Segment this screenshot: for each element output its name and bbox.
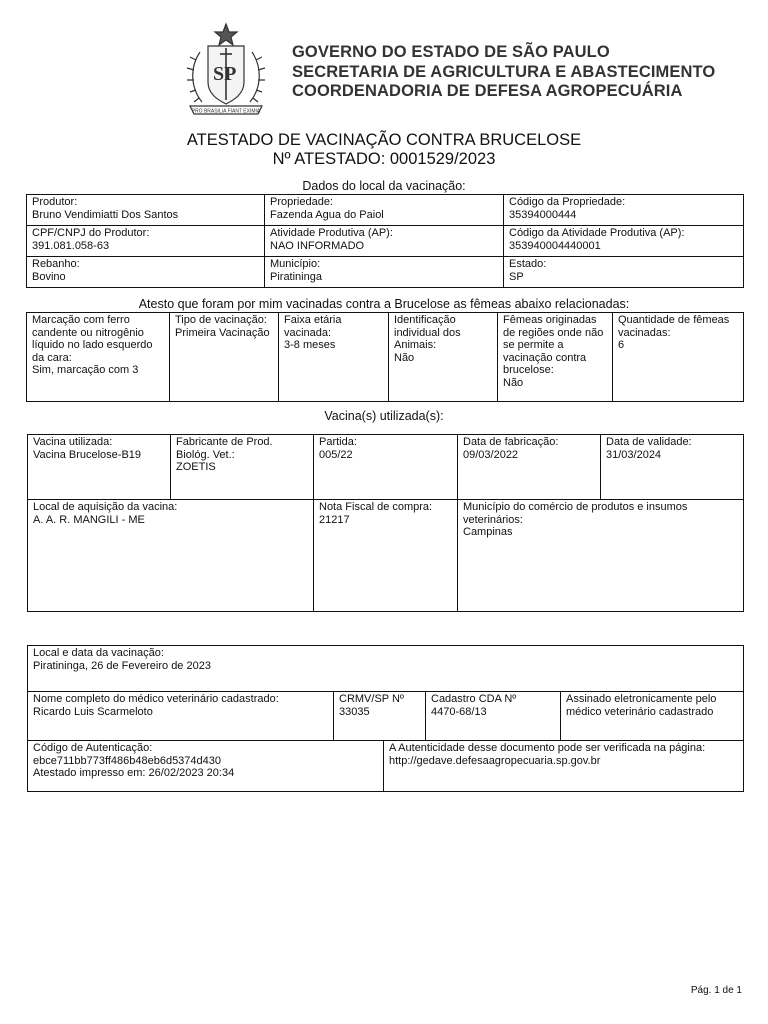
cell-cda (426, 692, 561, 741)
impresso-em-text: Atestado impresso em: 26/02/2023 20:34 (33, 767, 235, 779)
cell-produtor (27, 195, 265, 226)
partida-label: Partida: (319, 436, 357, 448)
cell-codigo-propriedade (504, 195, 744, 226)
section-heading-vacina: Vacina(s) utilizada(s): (324, 409, 444, 423)
fabricante-label: Fabricante de Prod. Biológ. Vet.: (176, 436, 273, 461)
vacina-label: Vacina utilizada: (33, 436, 113, 448)
cell-local-data (28, 646, 744, 692)
cpf-value: 391.081.058-63 (32, 239, 110, 252)
org-line-secretariat: SECRETARIA DE AGRICULTURA E ABASTECIMENTO (292, 62, 716, 81)
cell-propriedade (265, 195, 504, 226)
fabricacao-value: 09/03/2022 (463, 448, 519, 461)
seal-letters: SP (213, 63, 237, 85)
cell-nota-fiscal (314, 500, 458, 612)
cell-fabricacao (458, 435, 601, 500)
propriedade-label: Propriedade: (270, 196, 333, 208)
cell-vacina (28, 435, 171, 500)
cda-label: Cadastro CDA Nº (431, 693, 517, 705)
codigo-autenticacao-label: Código de Autenticação: (33, 742, 153, 754)
cell-partida (314, 435, 458, 500)
seal-motto: PRO BRASILIA FIANT EXIMIA (191, 108, 261, 115)
identificacao-value: Não (394, 351, 415, 364)
cell-origem (498, 313, 613, 402)
codigo-propriedade-value: 35394000444 (509, 208, 577, 221)
medico-value: Ricardo Luis Scarmeloto (33, 705, 153, 718)
cda-value: 4470-68/13 (431, 705, 487, 718)
cell-fabricante (171, 435, 314, 500)
cell-aquisicao (28, 500, 314, 612)
estado-value: SP (509, 270, 524, 283)
cell-rebanho (27, 257, 265, 288)
cell-validade (601, 435, 744, 500)
cpf-label: CPF/CNPJ do Produtor: (32, 227, 150, 239)
autenticidade-text: A Autenticidade desse documento pode ser verificada na página: (389, 742, 706, 754)
cell-tipo-vacinacao (170, 313, 279, 402)
cell-municipio (265, 257, 504, 288)
cell-atividade (265, 226, 504, 257)
fabricacao-label: Data de fabricação: (463, 436, 559, 448)
aquisicao-label: Local de aquisição da vacina: (33, 501, 178, 513)
fabricante-value: ZOETIS (176, 461, 216, 473)
cell-codigo-autenticacao (28, 741, 384, 792)
marcacao-label: Marcação com ferro candente ou nitrogênio líquido no lado esquerdo da cara: (32, 314, 153, 364)
aquisicao-value: A. A. R. MANGILI - ME (33, 513, 145, 526)
comercio-value: Campinas (463, 526, 513, 538)
codigo-propriedade-label: Código da Propriedade: (509, 196, 626, 208)
autenticacao-table (27, 740, 744, 792)
document-title: ATESTADO DE VACINAÇÃO CONTRA BRUCELOSE (186, 131, 582, 149)
cell-autenticidade (384, 741, 744, 792)
cell-medico (28, 692, 334, 741)
section-heading-femeas: Atesto que foram por mim vacinadas contra a Brucelose as fêmeas abaixo relacionadas: (138, 297, 630, 311)
org-line-government: GOVERNO DO ESTADO DE SÃO PAULO (292, 43, 610, 61)
certificate-number: Nº ATESTADO: 0001529/2023 (272, 150, 496, 168)
page-number: Pág. 1 de 1 (690, 985, 742, 996)
cell-marcacao (27, 313, 170, 402)
identificacao-label: Identificação individual dos Animais: (394, 314, 461, 351)
local-data-label: Local e data da vacinação: (33, 647, 164, 659)
marcacao-value: Sim, marcação com 3 (32, 364, 139, 376)
tipo-vacinacao-value: Primeira Vacinação (175, 326, 270, 339)
section-heading-local: Dados do local da vacinação: (302, 179, 466, 193)
quantidade-label: Quantidade de fêmeas vacinadas: (618, 314, 730, 339)
propriedade-value: Fazenda Agua do Paiol (270, 208, 384, 221)
organization-header (292, 43, 715, 102)
local-data-value: Piratininga, 26 de Fevereiro de 2023 (33, 659, 211, 672)
cell-quantidade (613, 313, 744, 402)
femeas-table (26, 312, 744, 402)
codigo-atividade-value: 353940004440001 (509, 239, 601, 252)
cell-codigo-atividade (504, 226, 744, 257)
crmv-label: CRMV/SP Nº (339, 693, 404, 705)
partida-value: 005/22 (319, 448, 353, 461)
cell-identificacao (389, 313, 498, 402)
assinado-eletronicamente-text: Assinado eletronicamente pelo médico veterinário cadastrado (566, 693, 717, 718)
quantidade-value: 6 (618, 339, 625, 351)
cell-cpf (27, 226, 265, 257)
faixa-etaria-value: 3-8 meses (284, 339, 336, 351)
origem-value: Não (503, 376, 524, 389)
cell-comercio (458, 500, 744, 612)
verification-link[interactable]: http://gedave.defesaagropecuaria.sp.gov.br (389, 754, 601, 767)
codigo-atividade-label: Código da Atividade Produtiva (AP): (509, 227, 685, 239)
validade-value: 31/03/2024 (606, 448, 662, 461)
atividade-value: NAO INFORMADO (270, 239, 365, 252)
sp-coat-of-arms-icon (182, 22, 270, 118)
nota-fiscal-label: Nota Fiscal de compra: (319, 501, 433, 513)
rebanho-label: Rebanho: (32, 258, 80, 270)
vacina-value: Vacina Brucelose-B19 (33, 448, 142, 461)
origem-label: Fêmeas originadas de regiões onde não se permite a vacinação contra brucelose: (503, 314, 604, 376)
crmv-value: 33035 (339, 705, 370, 718)
cell-assinado (561, 692, 744, 741)
codigo-autenticacao-value: ebce711bb773ff486b48eb6d5374d430 (33, 754, 222, 767)
faixa-etaria-label: Faixa etária vacinada: (284, 314, 342, 339)
validade-label: Data de validade: (606, 436, 692, 448)
org-line-coordination: COORDENADORIA DE DEFESA AGROPECUÁRIA (292, 82, 683, 100)
atividade-label: Atividade Produtiva (AP): (270, 227, 393, 239)
municipio-label: Município: (270, 258, 321, 270)
municipio-value: Piratininga (270, 270, 322, 283)
produtor-label: Produtor: (32, 196, 78, 208)
assinatura-local-table (27, 645, 744, 692)
rebanho-value: Bovino (32, 270, 66, 283)
estado-label: Estado: (509, 258, 547, 270)
cell-faixa-etaria (279, 313, 389, 402)
produtor-value: Bruno Vendimiatti Dos Santos (32, 208, 179, 221)
nota-fiscal-value: 21217 (319, 513, 350, 526)
medico-label: Nome completo do médico veterinário cadastrado: (33, 693, 279, 705)
comercio-label: Município do comércio de produtos e insumos veterinários: (463, 501, 688, 526)
tipo-vacinacao-label: Tipo de vacinação: (175, 314, 267, 326)
cell-estado (504, 257, 744, 288)
local-data-table (26, 194, 744, 288)
cell-crmv (334, 692, 426, 741)
medico-table (27, 691, 744, 741)
vacina-table (27, 434, 744, 612)
